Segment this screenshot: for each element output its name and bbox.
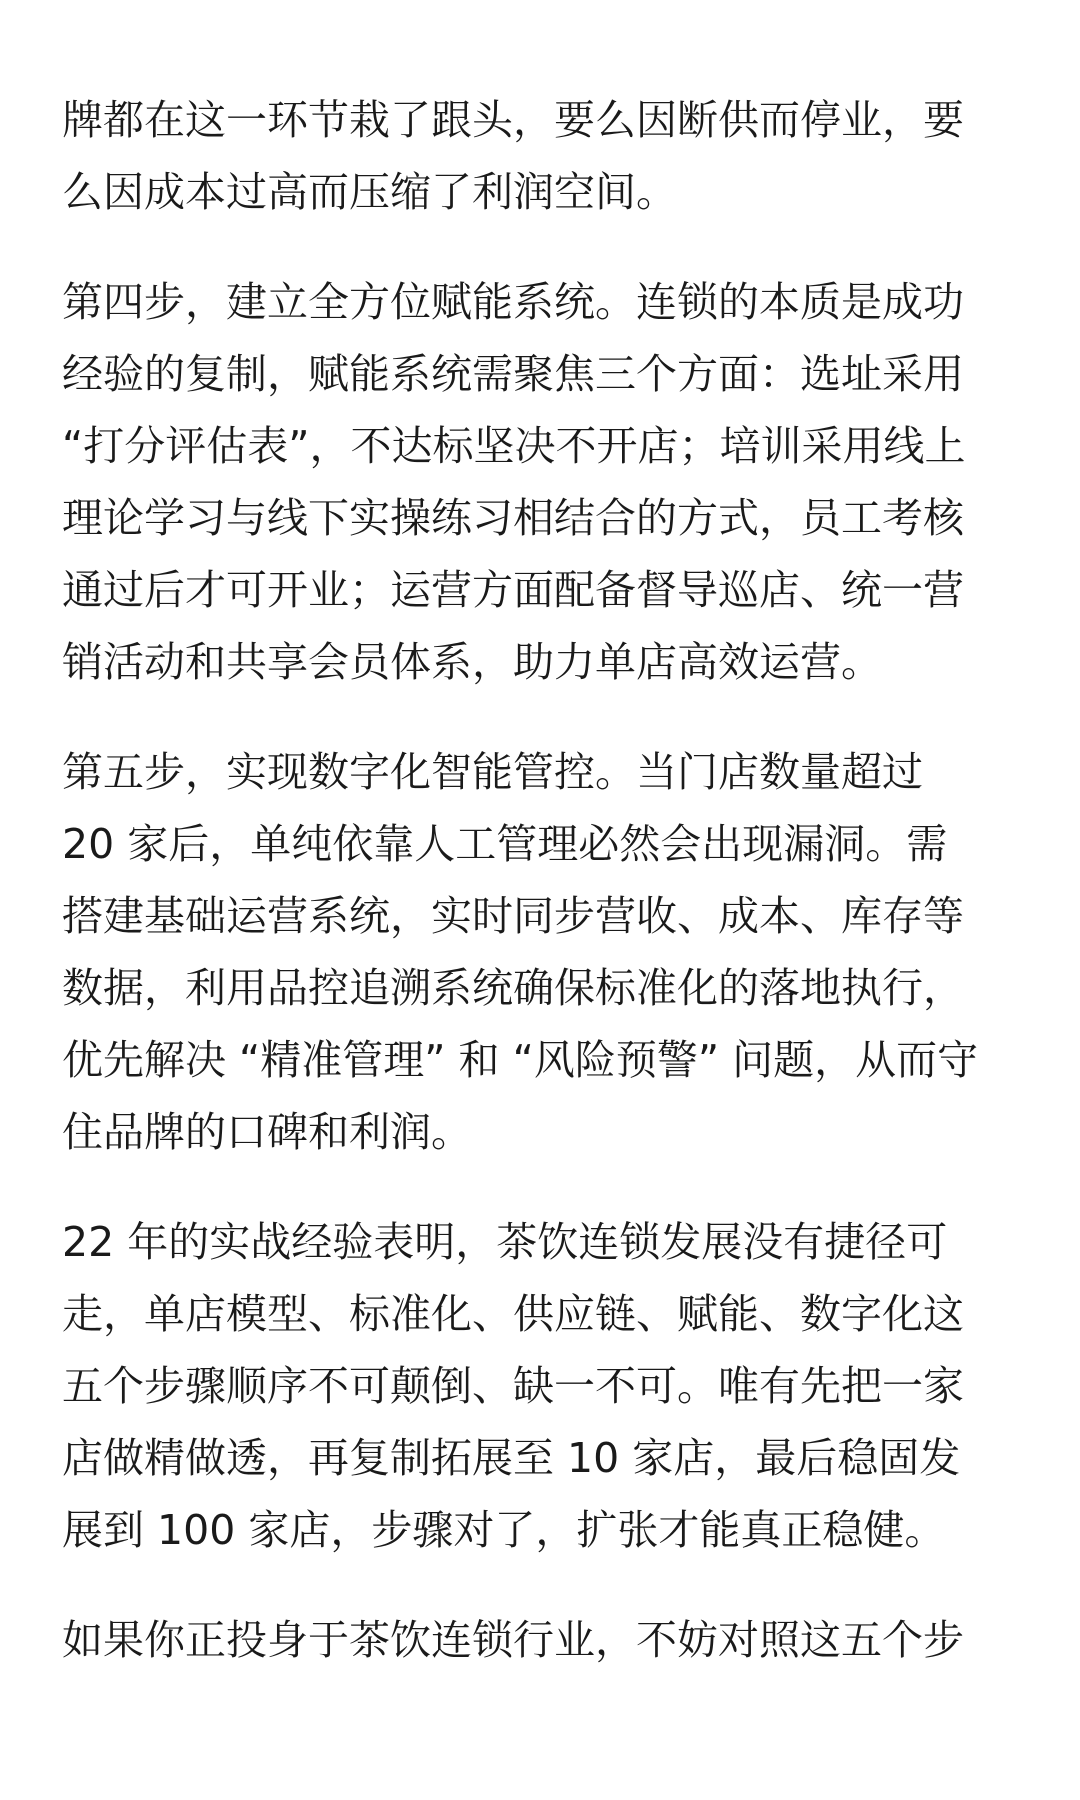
text-line: 展到 100 家店，步骤对了，扩张才能真正稳健。 (62, 1506, 946, 1554)
text-line: 如果你正投身于茶饮连锁行业，不妨对照这五个步 (62, 1616, 964, 1664)
paragraph-step-five (62, 736, 1022, 1168)
paragraph-call-to-action (62, 1604, 1022, 1676)
text-line: 20 家后，单纯依靠人工管理必然会出现漏洞。需 (62, 820, 948, 868)
text-line: 第五步，实现数字化智能管控。当门店数量超过 (62, 748, 923, 796)
text-line: 理论学习与线下实操练习相结合的方式，员工考核 (62, 494, 964, 542)
text-line: 经验的复制，赋能系统需聚焦三个方面：选址采用 (62, 350, 964, 398)
text-line: 店做精做透，再复制拓展至 10 家店，最后稳固发 (62, 1434, 961, 1482)
text-line: 第四步，建立全方位赋能系统。连锁的本质是成功 (62, 278, 964, 326)
paragraph-step-four (62, 266, 1022, 698)
text-line: 22 年的实战经验表明，茶饮连锁发展没有捷径可 (62, 1218, 948, 1266)
text-line: 搭建基础运营系统，实时同步营收、成本、库存等 (62, 892, 964, 940)
text-line: 通过后才可开业；运营方面配备督导巡店、统一营 (62, 566, 964, 614)
text-line: 数据，利用品控追溯系统确保标准化的落地执行， (62, 964, 964, 1012)
text-line: 优先解决 “精准管理” 和 “风险预警” 问题，从而守 (62, 1036, 979, 1084)
paragraph-conclusion (62, 1206, 1022, 1566)
text-line: 牌都在这一环节栽了跟头，要么因断供而停业，要 (62, 96, 964, 144)
text-line: 走，单店模型、标准化、供应链、赋能、数字化这 (62, 1290, 964, 1338)
paragraph-supply-chain-tail (62, 84, 1022, 228)
text-line: 么因成本过高而压缩了利润空间。 (62, 168, 677, 216)
text-line: 销活动和共享会员体系，助力单店高效运营。 (62, 638, 882, 686)
article-body (62, 0, 1022, 1714)
text-line: 五个步骤顺序不可颠倒、缺一不可。唯有先把一家 (62, 1362, 964, 1410)
text-line: 住品牌的口碑和利润。 (62, 1108, 472, 1156)
text-line: “打分评估表”，不达标坚决不开店；培训采用线上 (62, 422, 966, 470)
